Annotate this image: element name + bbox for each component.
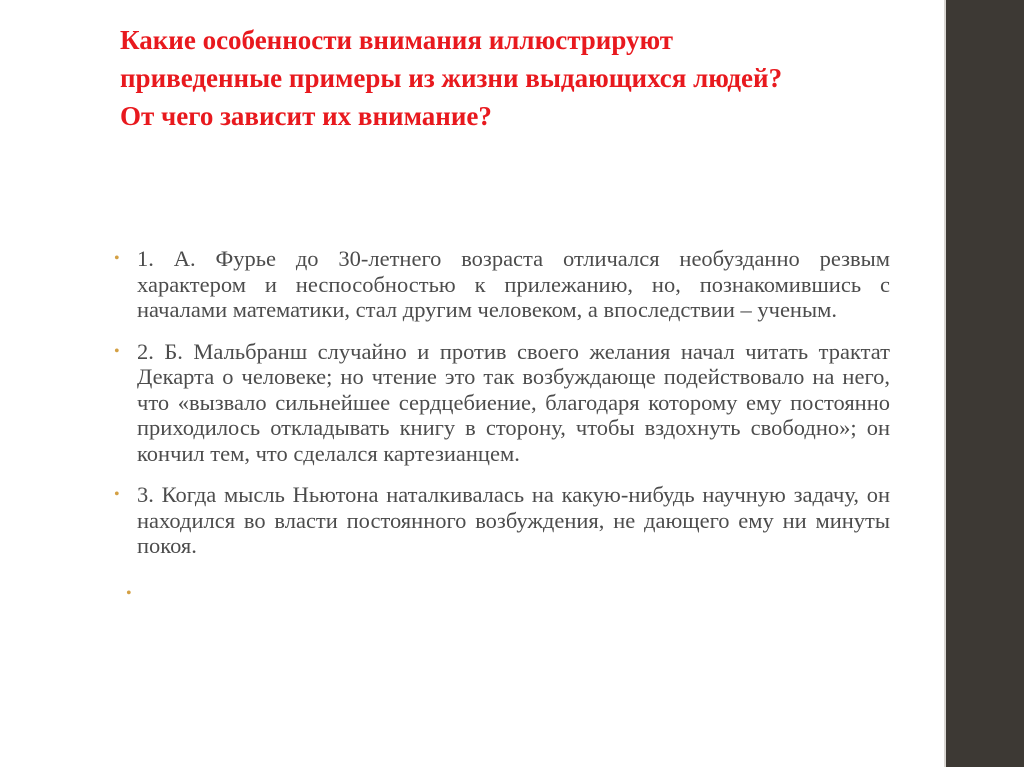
slide-title — [120, 21, 920, 135]
list-item-text: 2. Б. Мальбранш случайно и против своего желания начал читать трактат Декарта о человеке; но чтение это так возбуждающе подействовало на него, что «вызвало сильнейшее сердцебиение, благодаря которому ему постоянно приходилось откладывать книгу в сторону, чтобы вздохнуть свободно»; он кончил тем, что сделался картезианцем. — [137, 338, 890, 466]
bullet-icon: • — [114, 250, 120, 267]
list-item — [110, 482, 890, 559]
bullet-list — [110, 246, 890, 617]
title-line-3: От чего зависит их внимание? — [120, 101, 492, 131]
list-item-empty — [110, 575, 890, 601]
title-line-1: Какие особенности внимания иллюстрируют — [120, 25, 674, 55]
list-item — [110, 246, 890, 323]
list-item-text: 1. А. Фурье до 30-летнего возраста отличался необузданно резвым характером и неспособностью к прилежанию, но, познакомившись с началами математики, стал другим человеком, а впоследствии – ученым. — [137, 246, 890, 322]
side-bar — [946, 0, 1024, 767]
list-item-text: 3. Когда мысль Ньютона наталкивалась на какую-нибудь научную задачу, он находился во власти постоянного возбуждения, не дающего ему ни минуты покоя. — [137, 482, 890, 558]
title-line-2: приведенные примеры из жизни выдающихся людей? — [120, 63, 783, 93]
bullet-icon: • — [114, 342, 120, 360]
bullet-icon: • — [114, 486, 120, 503]
bullet-icon: • — [126, 584, 132, 602]
list-item — [110, 339, 890, 467]
